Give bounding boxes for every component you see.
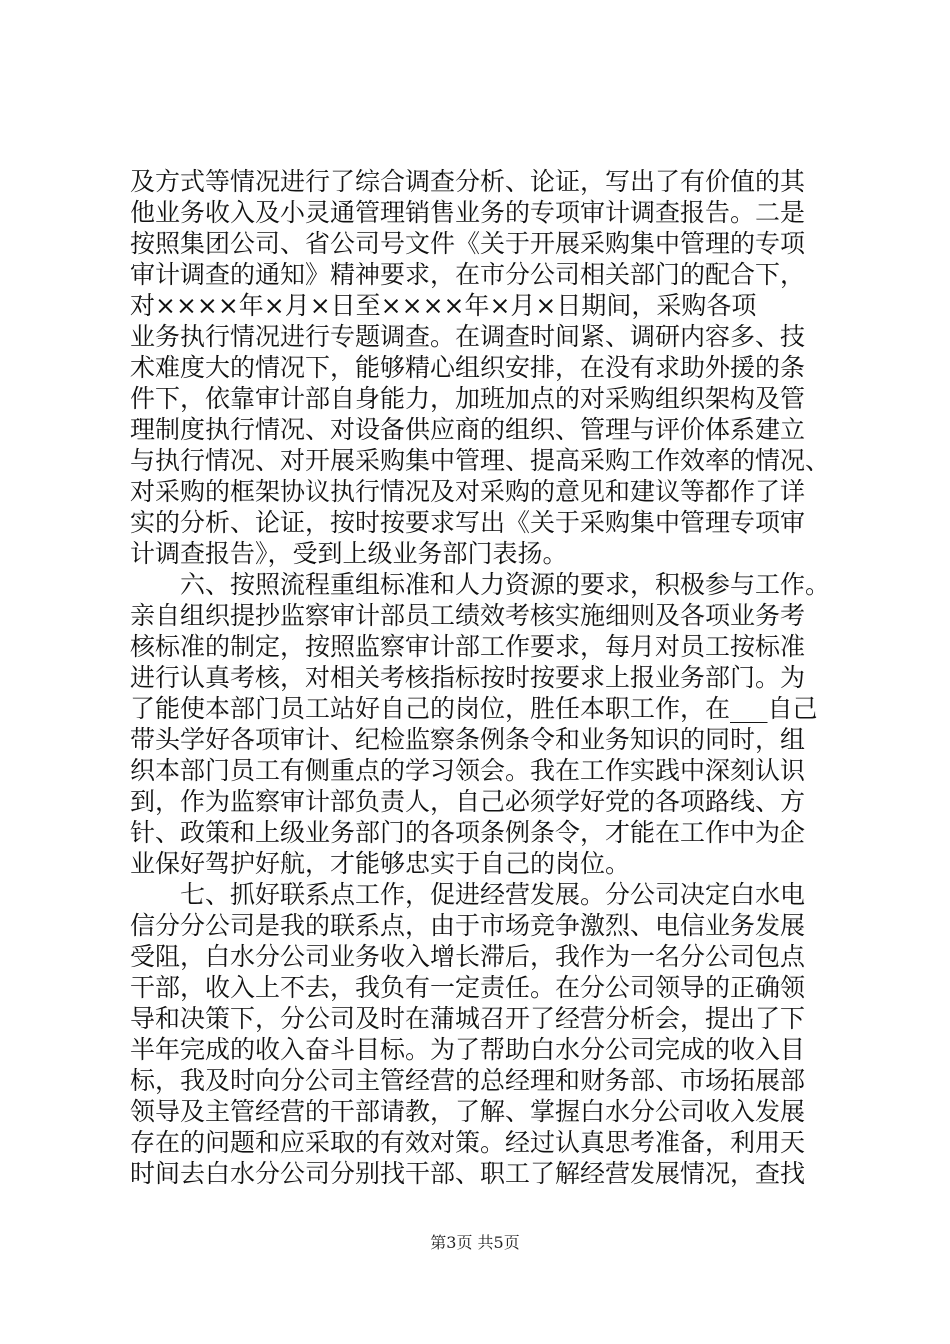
text-line: 件下，依靠审计部自身能力，加班加点的对采购组织架构及管 bbox=[130, 384, 806, 413]
text-line: 了能使本部门员工站好自己的岗位，胜任本职工作，在___自己 bbox=[130, 694, 818, 723]
text-line: 理制度执行情况、对设备供应商的组织、管理与评价体系建立 bbox=[130, 415, 806, 444]
text-line: 术难度大的情况下，能够精心组织安排，在没有求助外援的条 bbox=[130, 353, 806, 382]
text-line: 半年完成的收入奋斗目标。为了帮助白水分公司完成的收入目 bbox=[130, 1035, 806, 1064]
text-line: 存在的问题和应采取的有效对策。经过认真思考准备，利用天 bbox=[130, 1128, 806, 1157]
text-line: 领导及主管经营的干部请教，了解、掌握白水分公司收入发展 bbox=[130, 1097, 806, 1126]
text-line: 导和决策下，分公司及时在蒲城召开了经营分析会，提出了下 bbox=[130, 1004, 806, 1033]
text-line: 受阻，白水分公司业务收入增长滞后，我作为一名分公司包点 bbox=[130, 942, 806, 971]
text-line: 计调查报告》，受到上级业务部门表扬。 bbox=[130, 539, 568, 568]
text-line: 按照集团公司、省公司号文件《关于开展采购集中管理的专项 bbox=[130, 229, 806, 258]
text-line: 织本部门员工有侧重点的学习领会。我在工作实践中深刻认识 bbox=[130, 756, 806, 785]
text-line: 审计调查的通知》精神要求，在市分公司相关部门的配合下， bbox=[130, 260, 806, 289]
text-line: 与执行情况、对开展采购集中管理、提高采购工作效率的情况、 bbox=[130, 446, 831, 475]
paragraph-six-heading-line: 六、按照流程重组标准和人力资源的要求，积极参与工作。 bbox=[130, 570, 831, 599]
text-line: 实的分析、论证，按时按要求写出《关于采购集中管理专项审 bbox=[130, 508, 806, 537]
text-line: 到，作为监察审计部负责人，自己必须学好党的各项路线、方 bbox=[130, 787, 806, 816]
text-line: 及方式等情况进行了综合调查分析、论证，写出了有价值的其 bbox=[130, 167, 806, 196]
text-line: 业务执行情况进行专题调查。在调查时间紧、调研内容多、技 bbox=[130, 322, 806, 351]
document-body bbox=[130, 166, 830, 1189]
text-line: 亲自组织提抄监察审计部员工绩效考核实施细则及各项业务考 bbox=[130, 601, 806, 630]
text-line: 核标准的制定，按照监察审计部工作要求，每月对员工按标准 bbox=[130, 632, 806, 661]
text-line: 进行认真考核，对相关考核指标按时按要求上报业务部门。为 bbox=[130, 663, 806, 692]
text-line: 干部，收入上不去，我负有一定责任。在分公司领导的正确领 bbox=[130, 973, 806, 1002]
paragraph-seven-heading-line: 七、抓好联系点工作，促进经营发展。分公司决定白水电 bbox=[130, 880, 806, 909]
text-line: 对采购的框架协议执行情况及对采购的意见和建议等都作了详 bbox=[130, 477, 806, 506]
text-line: 时间去白水分公司分别找干部、职工了解经营发展情况，查找 bbox=[130, 1159, 806, 1188]
page-number: 第3页 共5页 bbox=[430, 1233, 520, 1252]
text-line: 带头学好各项审计、纪检监察条例条令和业务知识的同时，组 bbox=[130, 725, 806, 754]
text-line: 信分分公司是我的联系点，由于市场竞争激烈、电信业务发展 bbox=[130, 911, 806, 940]
text-line: 针、政策和上级业务部门的各项条例条令，才能在工作中为企 bbox=[130, 818, 806, 847]
text-line: 他业务收入及小灵通管理销售业务的专项审计调查报告。二是 bbox=[130, 198, 806, 227]
text-line: 业保好驾护好航，才能够忠实于自己的岗位。 bbox=[130, 849, 631, 878]
text-line: 标，我及时向分公司主管经营的总经理和财务部、市场拓展部 bbox=[130, 1066, 806, 1095]
text-line: 对××××年×月×日至××××年×月×日期间，采购各项 bbox=[130, 291, 757, 320]
